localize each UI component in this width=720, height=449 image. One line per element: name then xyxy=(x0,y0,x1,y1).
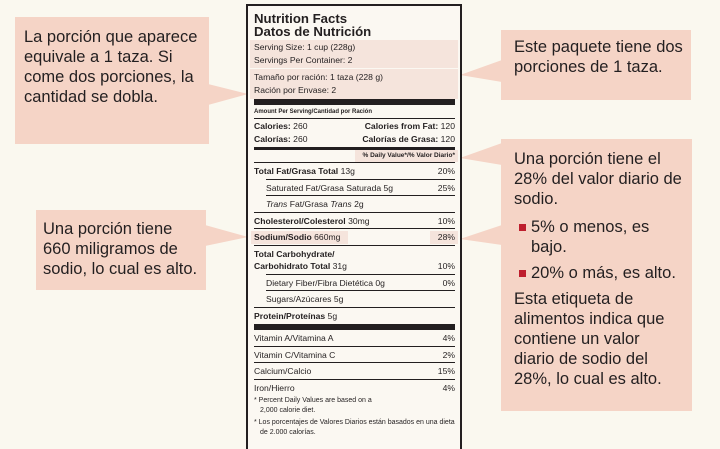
nutrient-row-trans-fat: Trans Fat/Grasa Trans 2g xyxy=(266,199,364,209)
servings-per-container-es: Ración por Envase: 2 xyxy=(254,84,337,95)
amount-per-serving: Amount Per Serving/Cantidad por Ración xyxy=(254,109,373,115)
footnote-es: * Los porcentajes de Valores Diarios están basados en una dieta de 2.000 calorías. xyxy=(254,419,455,436)
calories-fat-en-label: Calories from Fat: xyxy=(364,121,439,131)
footnote-en: * Percent Daily Values are based on a 2,000 calorie diet. xyxy=(254,397,372,414)
vitamin-row-calcium: Calcium/Calcio 15% xyxy=(254,366,455,376)
calories-fat-en-value: 120 xyxy=(440,121,455,131)
callout-bullet-high: 20% o más, es alto. xyxy=(514,263,684,283)
calories-fat-es-label: Calorías de Grasa: xyxy=(362,133,439,144)
divider xyxy=(254,118,455,119)
nutrient-row-protein: Protein/Proteínas 5g xyxy=(254,310,338,321)
callout-serving-explanation xyxy=(15,17,209,144)
calories-fat-es-value: 120 xyxy=(440,133,455,144)
vitamin-row-c: Vitamin C/Vitamina C 2% xyxy=(254,349,455,360)
bullet-square-icon xyxy=(519,224,526,231)
callout-sodium-mg xyxy=(36,210,206,290)
calories-en-value: 260 xyxy=(293,121,308,131)
callout-package-text: Este paquete tiene dos porciones de 1 taza. xyxy=(514,38,683,76)
nutrient-row-carbs: Carbohidrato Total 31g 10% xyxy=(254,261,455,271)
callout-bullet-low: 5% o menos, es bajo. xyxy=(514,217,684,257)
bullet-square-icon xyxy=(519,270,526,277)
calories-row-en xyxy=(254,120,455,133)
callout-serving-pointer xyxy=(208,80,248,110)
vitamin-row-a: Vitamin A/Vitamina A 4% xyxy=(254,333,455,343)
callout-summary-text: Esta etiqueta de alimentos indica que contiene un valor diario de sodio del 28%, lo cual es alto. xyxy=(514,290,665,388)
serving-size-en: Serving Size: 1 cup (228g) xyxy=(254,42,356,52)
nutrient-row-total-fat: Total Fat/Grasa Total 13g 20% xyxy=(254,166,455,176)
calories-en-label: Calories: xyxy=(254,121,291,131)
nutrient-row-fiber: Dietary Fiber/Fibra Dietética 0g 0% xyxy=(266,277,455,288)
nutrient-row-carbs-line1: Total Carbohydrate/ xyxy=(254,248,335,259)
callout-sodium-dv-pointer-bottom xyxy=(460,225,502,249)
calories-row-es xyxy=(254,133,455,146)
nutrition-facts-label xyxy=(246,4,462,449)
sodium-amount-highlight: Sodium/Sodio 660mg xyxy=(251,231,348,244)
callout-sodium-dv-text: Una porción tiene el 28% del valor diario de sodio. xyxy=(514,150,682,208)
nutrient-row-saturated-fat: Saturated Fat/Grasa Saturada 5g 25% xyxy=(266,182,455,193)
calories-es-value: 260 xyxy=(293,133,308,144)
callout-sodium-dv xyxy=(501,139,692,411)
nutrient-row-cholesterol: Cholesterol/Colesterol 30mg 10% xyxy=(254,215,455,226)
servings-per-container-en: Servings Per Container: 2 xyxy=(254,54,353,65)
callout-serving-text: La porción que aparece equivale a 1 taza. Si come dos porciones, la cantidad se dobla. xyxy=(24,28,198,106)
nutrient-row-sodium xyxy=(254,229,455,245)
serving-info-en xyxy=(250,40,458,68)
serving-info-es xyxy=(250,68,458,99)
callout-package-servings xyxy=(501,30,691,100)
callout-package-pointer xyxy=(460,60,502,86)
label-title-en: Nutrition Facts xyxy=(254,11,348,26)
nutrient-row-sugars: Sugars/Azúcares 5g xyxy=(266,294,344,304)
label-title-es: Datos de Nutrición xyxy=(254,24,372,39)
vitamin-row-iron: Iron/Hierro 4% xyxy=(254,382,455,393)
serving-size-es: Tamaño por ración: 1 taza (228 g) xyxy=(254,72,383,82)
divider-thick xyxy=(254,99,455,105)
callout-sodium-mg-pointer xyxy=(205,225,248,247)
daily-value-header: % Daily Value*/% Valor Diario* xyxy=(355,150,459,162)
callout-sodium-mg-text: Una porción tiene 660 miligramos de sodio, lo cual es alto. xyxy=(43,220,198,278)
calories-es-label: Calorías: xyxy=(254,133,291,144)
sodium-dv-highlight: 28% xyxy=(430,231,458,244)
callout-sodium-dv-pointer-top xyxy=(460,143,502,167)
